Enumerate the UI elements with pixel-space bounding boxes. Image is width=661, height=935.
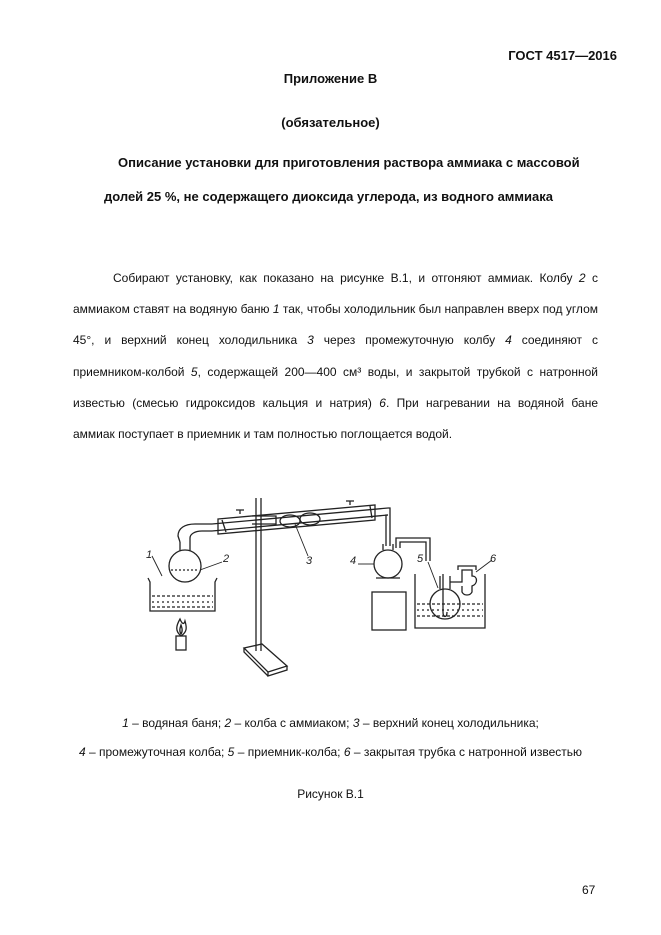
legend-num: 5 <box>227 745 235 759</box>
body-text: с аммиаком ставят на водяную баню <box>73 271 598 317</box>
legend-num: 1 <box>122 716 129 730</box>
body-text: . При нагревании на водяной бане аммиак поступает в приемник и там полностью поглощается водой. <box>73 395 599 442</box>
water-bath <box>148 578 217 611</box>
body-text: соединяют с приемником-колбой <box>73 333 599 379</box>
section-heading-line-1: Описание установки для приготовления раствора аммиака с массовой <box>118 155 580 170</box>
apparatus-figure <box>140 486 520 686</box>
standard-code: ГОСТ 4517—2016 <box>508 48 617 63</box>
appendix-status: (обязательное) <box>281 115 380 130</box>
section-heading-line-2: долей 25 %, не содержащего диоксида углерода, из водного аммиака <box>104 189 553 204</box>
body-paragraph <box>73 263 598 450</box>
burner <box>176 619 186 650</box>
legend-text: – водяная баня; <box>128 716 225 730</box>
figure-label-2: 2 <box>223 553 230 565</box>
body-text: Собирают установку, как показано на рисунке В.1, и отгоняют аммиак. Колбу <box>113 271 579 285</box>
legend-text: – колба с аммиаком; <box>231 716 353 730</box>
appendix-title: Приложение В <box>283 71 378 86</box>
ref-number: 2 <box>578 271 586 285</box>
figure-caption: Рисунок В.1 <box>297 787 364 801</box>
leader-lines <box>152 524 492 588</box>
figure-label-5: 5 <box>417 553 424 565</box>
legend-num: 4 <box>78 745 86 759</box>
page-number: 67 <box>582 883 596 897</box>
figure-label-1: 1 <box>146 549 153 561</box>
figure-label-6: 6 <box>490 553 497 565</box>
legend-text: – верхний конец холодильника; <box>359 716 539 730</box>
legend-text: – промежуточная колба; <box>85 745 228 759</box>
legend-text: – закрытая трубка с натронной известью <box>350 745 583 759</box>
flask-with-ammonia <box>169 524 212 582</box>
legend-num: 3 <box>352 716 360 730</box>
ref-number: 3 <box>307 333 314 348</box>
intermediate-flask <box>372 538 430 630</box>
body-text: , содержащей 200—400 см³ воды, и закрытой трубкой с натронной известью (смесью гидроксидов кальция и натрия) <box>73 364 598 410</box>
legend-num: 2 <box>224 716 232 730</box>
ref-number: 4 <box>505 333 512 348</box>
figure-label-3: 3 <box>306 555 313 567</box>
legend-num: 6 <box>343 745 351 759</box>
ref-number: 5 <box>190 364 198 379</box>
figure-label-4: 4 <box>350 555 357 567</box>
figure-legend-line-1 <box>0 716 661 730</box>
body-text: через промежуточную колбу <box>313 333 506 348</box>
figure-legend-line-2 <box>0 745 661 759</box>
body-text: так, чтобы холодильник был направлен вверх под углом 45°, и верхний конец холодильника <box>73 302 598 348</box>
ref-number: 6 <box>379 395 386 410</box>
soda-lime-tube <box>450 566 477 595</box>
ref-number: 1 <box>272 302 280 317</box>
legend-text: – приемник-колба; <box>234 745 344 759</box>
